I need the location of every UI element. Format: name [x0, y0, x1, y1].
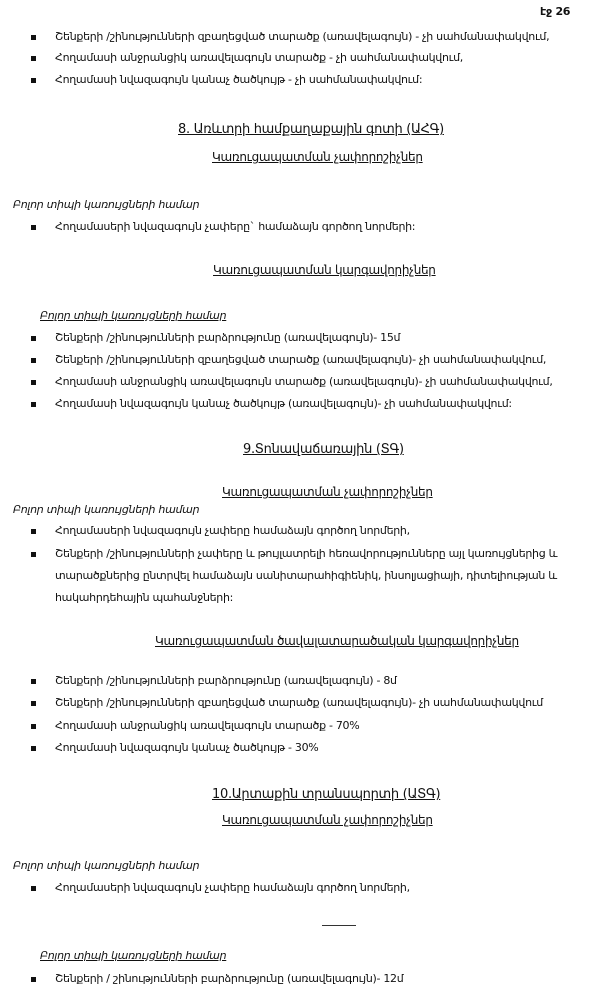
bullet-icon — [31, 336, 36, 341]
group-label: Բոլոր տիպի կառույցների համար — [13, 859, 200, 872]
bullet-icon — [31, 56, 36, 61]
bullet-icon — [31, 380, 36, 385]
bullet-icon — [31, 358, 36, 363]
list-item: Շենքերի /շինությունների զբաղեցված տարածք (առավելագույն) - չի սահմանափակվում, — [55, 30, 550, 43]
list-item-continuation: տարածքներից ընտրվել համաձայն սանիտարահիգիենիկ, ինսոլյացիայի, դիտելիության և — [55, 569, 557, 582]
list-item: Շենքերի /շինությունների բարձրությունը (առավելագույն) - 8մ — [55, 674, 397, 687]
bullet-icon — [31, 701, 36, 706]
group-label: Բոլոր տիպի կառույցների համար — [13, 198, 200, 211]
list-item: Հողամասի անջրանցիկ առավելագույն տարածք - 70% — [55, 719, 360, 732]
divider — [322, 925, 356, 926]
list-item: Շենքերի /շինությունների չափերը և թույլատրելի հեռավորությունները այլ կառույցներից և — [55, 547, 558, 560]
list-item: Հողամասի անջրանցիկ առավելագույն տարածք (առավելագույն)- չի սահմանափակվում, — [55, 375, 553, 388]
list-item: Շենքերի /շինությունների բարձրությունը (առավելագույն)- 15մ — [55, 331, 401, 344]
list-item: Հողամասերի նվազագույն չափերը` համաձայն գործող նորմերի: — [55, 220, 416, 233]
group-label: Բոլոր տիպի կառույցների համար — [40, 309, 227, 322]
group-label: Բոլոր տիպի կառույցների համար — [40, 949, 227, 962]
section-title: 9.Տոնավաճառային (ՏԳ) — [243, 442, 404, 457]
bullet-icon — [31, 886, 36, 891]
section-subtitle: Կառուցապատման չափորոշիչներ — [222, 813, 433, 827]
section-subtitle: Կառուցապատման ծավալատարածական կարգավորիչներ — [155, 634, 519, 648]
section-subtitle: Կառուցապատման չափորոշիչներ — [212, 150, 423, 164]
section-subtitle: Կառուցապատման չափորոշիչներ — [222, 485, 433, 499]
list-item: Շենքերի /շինությունների զբաղեցված տարածք (առավելագույն)- չի սահմանափակվում — [55, 696, 543, 709]
bullet-icon — [31, 35, 36, 40]
bullet-icon — [31, 78, 36, 83]
bullet-icon — [31, 552, 36, 557]
page-number: էջ 26 — [540, 5, 571, 18]
bullet-icon — [31, 977, 36, 982]
bullet-icon — [31, 225, 36, 230]
list-item: Հողամասի նվազագույն կանաչ ծածկույթ - չի սահմանափակվում: — [55, 73, 423, 86]
section-title: 8. Առևտրի համքաղաքային գոտի (ԱՀԳ) — [178, 122, 444, 137]
list-item: Հողամասերի նվազագույն չափերը համաձայն գործող նորմերի, — [55, 881, 410, 894]
bullet-icon — [31, 679, 36, 684]
list-item: Շենքերի / շինությունների բարձրությունը (առավելագույն)- 12մ — [55, 972, 404, 985]
list-item: Շենքերի /շինությունների զբաղեցված տարածք (առավելագույն)- չի սահմանափակվում, — [55, 353, 547, 366]
list-item-continuation: հակահրդեհային պահանջների: — [55, 591, 234, 604]
list-item: Հողամասի նվազագույն կանաչ ծածկույթ - 30% — [55, 741, 319, 754]
bullet-icon — [31, 402, 36, 407]
group-label: Բոլոր տիպի կառույցների համար — [13, 503, 200, 516]
bullet-icon — [31, 746, 36, 751]
list-item: Հողամասի անջրանցիկ առավելագույն տարածք - չի սահմանափակվում, — [55, 51, 463, 64]
bullet-icon — [31, 724, 36, 729]
list-item: Հողամասերի նվազագույն չափերը համաձայն գործող նորմերի, — [55, 524, 410, 537]
section-subtitle: Կառուցապատման կարգավորիչներ — [213, 263, 436, 277]
section-title: 10.Արտաքին տրանսպորտի (ԱՏԳ) — [212, 787, 441, 802]
list-item: Հողամասի նվազագույն կանաչ ծածկույթ (առավելագույն)- չի սահմանափակվում: — [55, 397, 512, 410]
bullet-icon — [31, 529, 36, 534]
